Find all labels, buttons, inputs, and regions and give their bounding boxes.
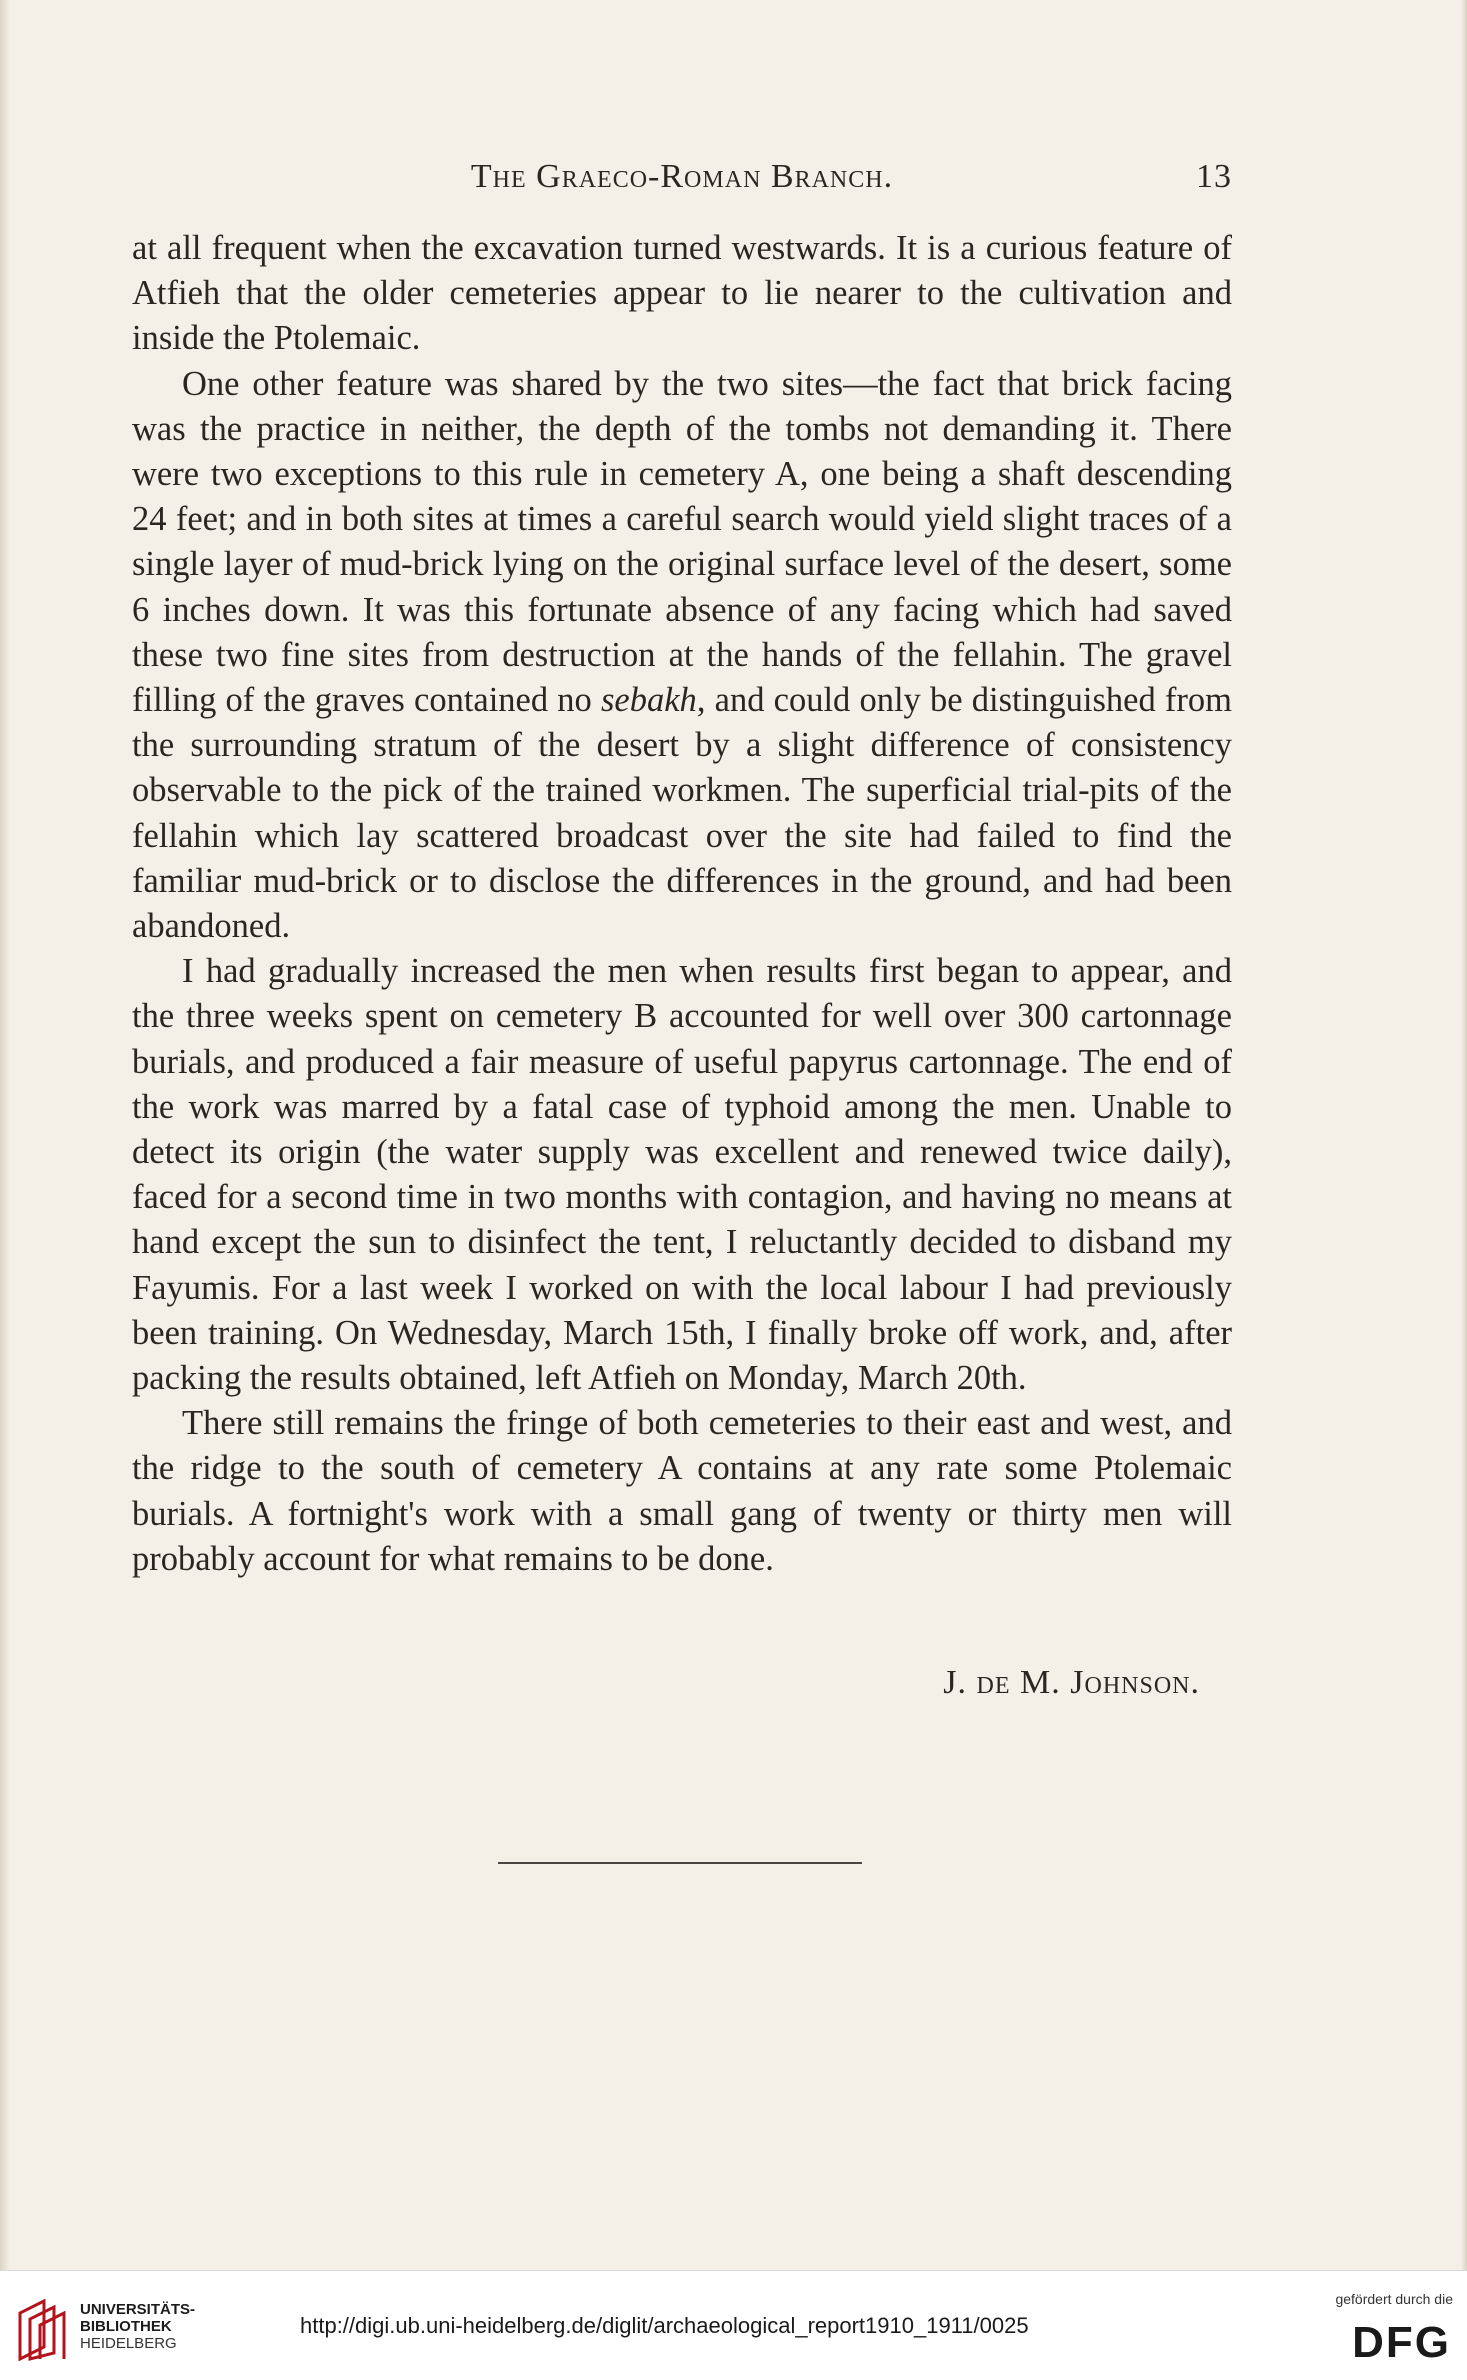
author-signature: J. de M. Johnson. [943, 1664, 1200, 1701]
library-name-line-3: HEIDELBERG [80, 2335, 177, 2352]
running-header [132, 158, 1232, 202]
library-name-line-2: BIBLIOTHEK [80, 2318, 172, 2335]
permalink-url[interactable]: http://digi.ub.uni-heidelberg.de/diglit/archaeological_report1910_1911/0025 [300, 2313, 1029, 2338]
page-shadow-left [0, 0, 10, 2270]
paragraph-3: I had gradually increased the men when results first began to appear, and the three weeks spent on cemetery B accounted for well over 300 cartonnage burials, and produced a fair measure of useful papyrus cartonnage. The end of the work was marred by a fatal case of typhoid among the men. Unable to detect its origin (the water supply was excellent and renewed twice daily), faced for a second time in two months with contagion, and having no means at hand except the sun to disinfect the tent, I reluctantly decided to disband my Fayumis. For a last week I worked on with the local labour I had previously been training. On Wednesday, March 15th, I finally broke off work, and, after packing the results obtained, left Atfieh on Monday, March 20th. [132, 952, 1232, 1398]
section-end-rule [498, 1862, 862, 1864]
library-name-line-1: UNIVERSITÄTS- [80, 2301, 196, 2318]
university-library-logo-icon [14, 2299, 70, 2361]
body-text [132, 226, 1232, 1582]
funding-note: gefördert durch die [1335, 2291, 1453, 2307]
dfg-logo: DFG [1352, 2318, 1451, 2367]
university-library-name [80, 2301, 195, 2352]
running-title: The Graeco-Roman Branch. [470, 158, 894, 195]
page-shadow-right [1461, 0, 1467, 2270]
paragraph-4: There still remains the fringe of both cemeteries to their east and west, and the ridge to the south of cemetery A contains at any rate some Ptolemaic burials. A fortnight's work with a small gang of twenty or thirty men will probably account for what remains to be done. [132, 1404, 1232, 1578]
paragraph-1: at all frequent when the excavation turned westwards. It is a curious feature of Atfieh that the older cemeteries appear to lie nearer to the cultivation and inside the Ptolemaic. [132, 229, 1232, 358]
paragraph-2: One other feature was shared by the two sites—the fact that brick facing was the practice in neither, the depth of the tombs not demanding it. There were two exceptions to this rule in cemetery A, one being a shaft descending 24 feet; and in both sites at times a careful search would yield slight traces of a single layer of mud-brick lying on the original surface level of the desert, some 6 inches down. It was this fortunate absence of any facing which had saved these two fine sites from destruction at the hands of the fellahin. The gravel filling of the graves contained no sebakh, and could only be distinguished from the surrounding stratum of the desert by a slight difference of consistency observable to the pick of the trained workmen. The superficial trial-pits of the fellahin which lay scattered broadcast over the site had failed to find the familiar mud-brick or to disclose the differences in the ground, and had been abandoned. [132, 364, 1232, 946]
viewer-footer [0, 2270, 1467, 2380]
page-number: 13 [1196, 158, 1232, 195]
